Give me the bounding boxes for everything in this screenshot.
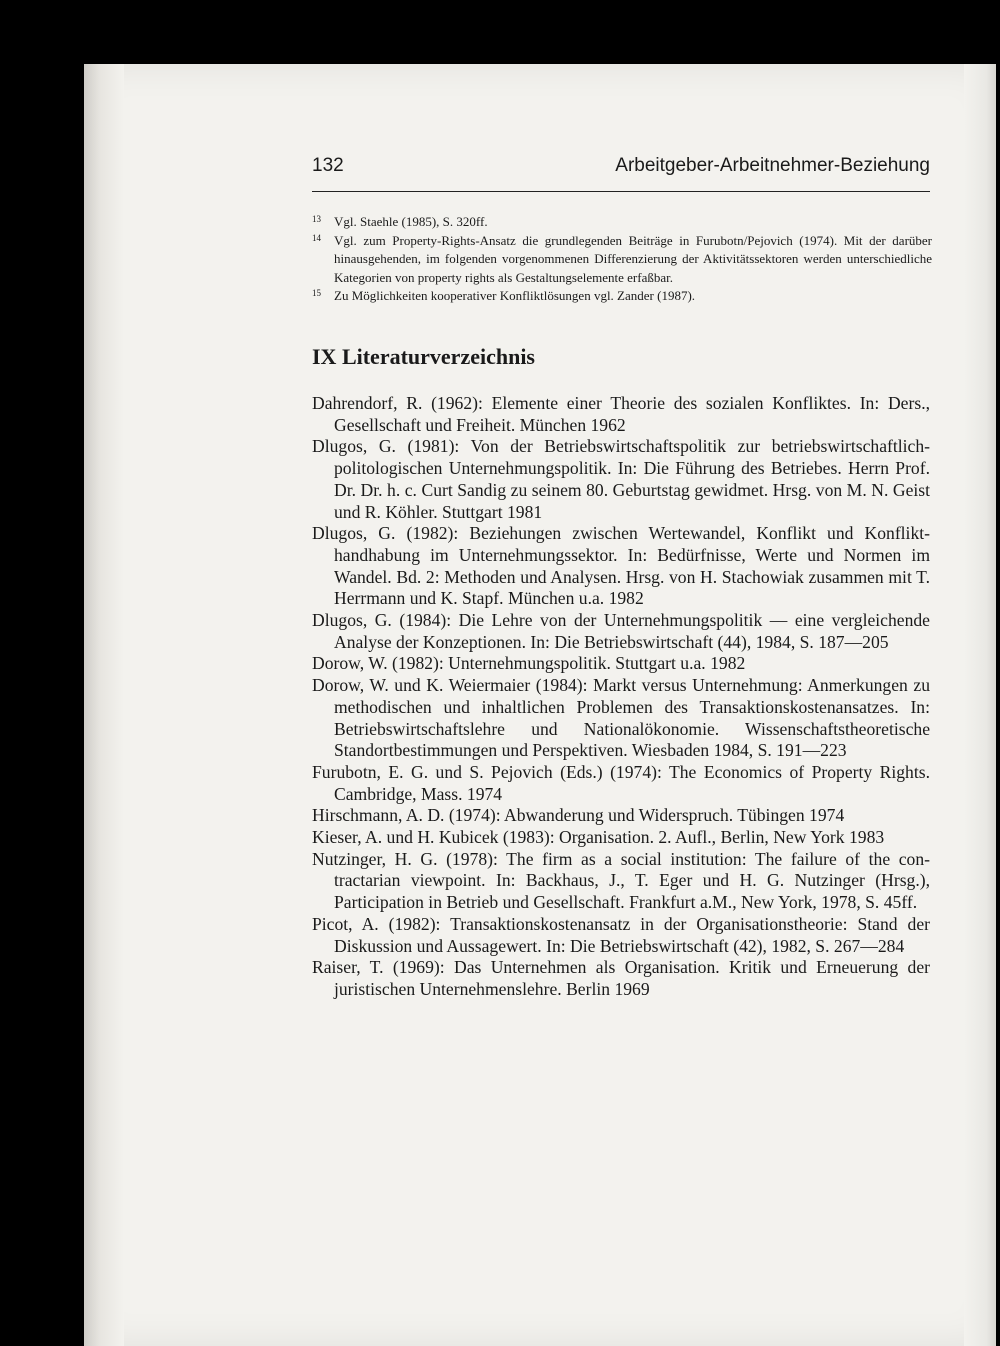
footnote-text: Vgl. Staehle (1985), S. 320ff. bbox=[334, 214, 488, 229]
footnote-number: 13 bbox=[312, 214, 321, 224]
reference-entry: Hirschmann, A. D. (1974): Abwanderung und Widerspruch. Tübingen 1974 bbox=[312, 805, 845, 826]
page-right-edge bbox=[964, 64, 996, 1346]
reference-entry: Dlugos, G. (1982): Beziehungen zwischen Wertewandel, Konflikt und Konflikthandhabung im Unternehmungssektor. In: Bedürfnisse, Werte und Normen im Wandel. Bd. 2: Methoden und Analysen. Hrsg. von H. Stachowiak zusammen mit T. Herrmann und K. Stapf. München u.a. 1982 bbox=[312, 523, 930, 609]
footnote bbox=[312, 287, 932, 306]
footnote bbox=[312, 232, 932, 288]
footnote-number: 14 bbox=[312, 232, 321, 243]
footnote-text: Vgl. zum Property-Rights-Ansatz die grundlegenden Beiträge in Furubotn/Pejovich (1974). Mit der darüber hinausgehenden, im folgenden vorgenommenen Differenzierung der Aktivitätssektoren werden unterschiedliche Kategorien von property rights als Gestaltungselemente erfaßbar. bbox=[334, 232, 932, 285]
reference-entry: Dahrendorf, R. (1962): Elemente einer Theorie des sozialen Konfliktes. In: Ders., Gesellschaft und Freiheit. München 1962 bbox=[312, 393, 930, 435]
footnote-number: 15 bbox=[312, 288, 321, 298]
reference-entry: Raiser, T. (1969): Das Unternehmen als Organisation. Kritik und Erneuerung der juristischen Unternehmenslehre. Berlin 1969 bbox=[312, 957, 930, 999]
reference-entry: Dorow, W. und K. Weiermaier (1984): Markt versus Unternehmung: Anmerkungen zu methodischen und inhaltlichen Problemen des Transaktionskostenansatzes. In: Betriebswirtschaftslehre und Nationalökonomie. Wissenschaftstheoretische Standortbestimmungen und Perspektiven. Wiesbaden 1984, S. 191—223 bbox=[312, 675, 930, 761]
reference-entry: Dorow, W. (1982): Unternehmungspolitik. Stuttgart u.a. 1982 bbox=[312, 653, 746, 674]
reference-entry: Kieser, A. und H. Kubicek (1983): Organisation. 2. Aufl., Berlin, New York 1983 bbox=[312, 827, 885, 848]
reference-entry: Picot, A. (1982): Transaktionskostenansatz in der Organisationstheorie: Stand der Diskussion und Aussagewert. In: Die Betriebswirtschaft (42), 1982, S. 267—284 bbox=[312, 913, 930, 956]
reference-entry: Dlugos, G. (1981): Von der Betriebswirtschaftspolitik zur betriebswirtschaftlichpolitologischen Unternehmungspolitik. In: Die Führung des Betriebes. Herrn Prof. Dr. Dr. h. c. Curt Sandig zu seinem 80. Geburtstag gewidmet. Hrsg. von M. N. Geist und R. Köhler. Stuttgart 1981 bbox=[312, 436, 930, 522]
section-title: IX Literaturverzeichnis bbox=[312, 344, 535, 369]
page-number: 132 bbox=[312, 155, 344, 176]
footnote bbox=[312, 213, 932, 232]
footnote-text: Zu Möglichkeiten kooperativer Konfliktlösungen vgl. Zander (1987). bbox=[334, 288, 696, 303]
reference-entry: Nutzinger, H. G. (1978): The firm as a social institution: The failure of the contractarian viewpoint. In: Backhaus, J., T. Eger und H. G. Nutzinger (Hrsg.), Participation in Betrieb und Gesellschaft. Frankfurt a.M., New York, 1978, S. 45ff. bbox=[312, 848, 930, 913]
reference-list bbox=[312, 393, 930, 1001]
footnotes bbox=[312, 213, 932, 306]
reference-entry: Furubotn, E. G. und S. Pejovich (Eds.) (1974): The Economics of Property Rights. Cambridge, Mass. 1974 bbox=[312, 761, 930, 804]
page-gutter-shadow bbox=[84, 64, 124, 1346]
page-header bbox=[312, 155, 930, 192]
reference-entry: Dlugos, G. (1984): Die Lehre von der Unternehmungspolitik — eine vergleichende Analyse der Konzeptionen. In: Die Betriebswirtschaft (44), 1984, S. 187—205 bbox=[312, 610, 930, 652]
running-title: Arbeitgeber-Arbeitnehmer-Beziehung bbox=[615, 155, 930, 176]
